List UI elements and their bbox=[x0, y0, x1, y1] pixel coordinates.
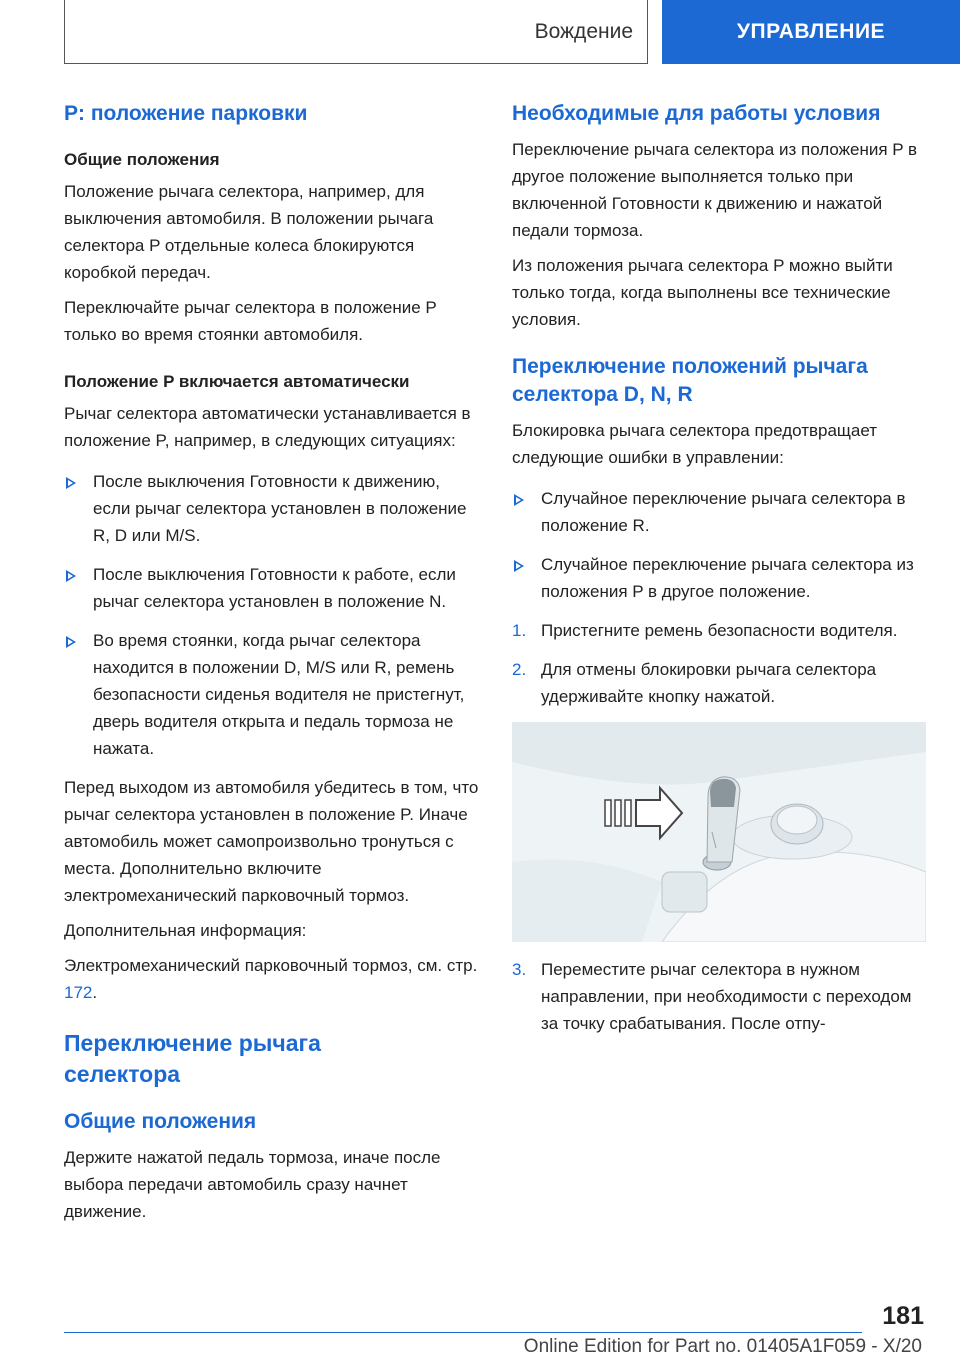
page-number: 181 bbox=[882, 1302, 924, 1330]
page-reference-link[interactable]: 172 bbox=[64, 983, 93, 1002]
list-item: Во время стоянки, когда рычаг селектора находится в положении D, M/S или R, ремень безопасности сиденья водителя не пристегнут, дверь водителя открыта и педаль тормоза не нажата. bbox=[64, 627, 482, 762]
parking-position-title: P: положение парковки bbox=[64, 102, 308, 125]
edition-text: Online Edition for Part no. 01405A1F059 - X/20 bbox=[523, 1336, 922, 1357]
steps-list bbox=[512, 617, 926, 710]
auto-p-heading: Положение P включается автоматически bbox=[64, 372, 410, 391]
paragraph: Из положения рычага селектора P можно выйти только тогда, когда выполнены все технические условия. bbox=[512, 256, 893, 329]
paragraph: Рычаг селектора автоматически устанавливается в положение P, например, в следующих ситуациях: bbox=[64, 404, 471, 450]
conditions-title: Необходимые для работы условия bbox=[512, 102, 881, 125]
triangle-bullet-icon bbox=[66, 570, 76, 582]
footer-divider bbox=[64, 1332, 862, 1333]
triangle-bullet-icon bbox=[66, 477, 76, 489]
paragraph: Электромеханический парковочный тормоз, см. стр. 172. bbox=[64, 956, 478, 1002]
right-column bbox=[512, 100, 926, 1049]
chapter-title: УПРАВЛЕНИЕ bbox=[736, 20, 886, 43]
step-item: 2. Для отмены блокировки рычага селектора удерживайте кнопку нажатой. bbox=[512, 660, 877, 706]
triangle-bullet-icon bbox=[514, 560, 524, 572]
header-section-tab bbox=[64, 0, 648, 64]
paragraph: Дополнительная информация: bbox=[64, 921, 307, 940]
list-item: После выключения Готовности к работе, если рычаг селектора установлен в положение N. bbox=[64, 561, 482, 615]
triangle-bullet-icon bbox=[514, 494, 524, 506]
paragraph: Переключайте рычаг селектора в положение P только во время стоянки автомобиля. bbox=[64, 298, 437, 344]
paragraph: Перед выходом из автомобиля убедитесь в том, что рычаг селектора установлен в положение P. Иначе автомобиль может самопроизвольно тронуться с места. Дополнительно включите электромеханический парковочный тормоз. bbox=[64, 778, 479, 905]
step-item: 3. Переместите рычаг селектора в нужном направлении, при необходимости с переходом за точку срабатывания. После отпу- bbox=[512, 960, 912, 1033]
paragraph: Переключение рычага селектора из положения P в другое положение выполняется только при включенной Готовности к движению и нажатой педали тормоза. bbox=[512, 140, 918, 240]
header-chapter-tab bbox=[662, 0, 960, 64]
general-heading: Общие положения bbox=[64, 150, 220, 169]
situations-list bbox=[64, 468, 482, 762]
triangle-bullet-icon bbox=[66, 636, 76, 648]
step-item: 1. Пристегните ремень безопасности водителя. bbox=[512, 621, 898, 640]
paragraph: Блокировка рычага селектора предотвращает следующие ошибки в управлении: bbox=[512, 421, 878, 467]
paragraph: Положение рычага селектора, например, для выключения автомобиля. В положении рычага селектора P отдельные колеса блокируются коробкой передач. bbox=[64, 182, 434, 282]
shift-selector-title: Переключение рычага селектора bbox=[64, 1030, 321, 1087]
shift-general-heading: Общие положения bbox=[64, 1110, 257, 1133]
steps-list-continued bbox=[512, 956, 926, 1037]
list-item: Случайное переключение рычага селектора из положения P в другое положение. bbox=[512, 551, 926, 605]
list-item: После выключения Готовности к движению, если рычаг селектора установлен в положение R, D или M/S. bbox=[64, 468, 482, 549]
gear-selector-drawing bbox=[512, 722, 926, 942]
section-title: Вождение bbox=[534, 19, 633, 43]
errors-list bbox=[512, 485, 926, 605]
shift-dnr-title: Переключение положений рычага селектора D, N, R bbox=[512, 355, 868, 406]
paragraph: Держите нажатой педаль тормоза, иначе после выбора передачи автомобиль сразу начнет движение. bbox=[64, 1148, 441, 1221]
list-item: Случайное переключение рычага селектора в положение R. bbox=[512, 485, 926, 539]
left-column bbox=[64, 100, 482, 1233]
gear-selector-illustration bbox=[512, 722, 926, 942]
